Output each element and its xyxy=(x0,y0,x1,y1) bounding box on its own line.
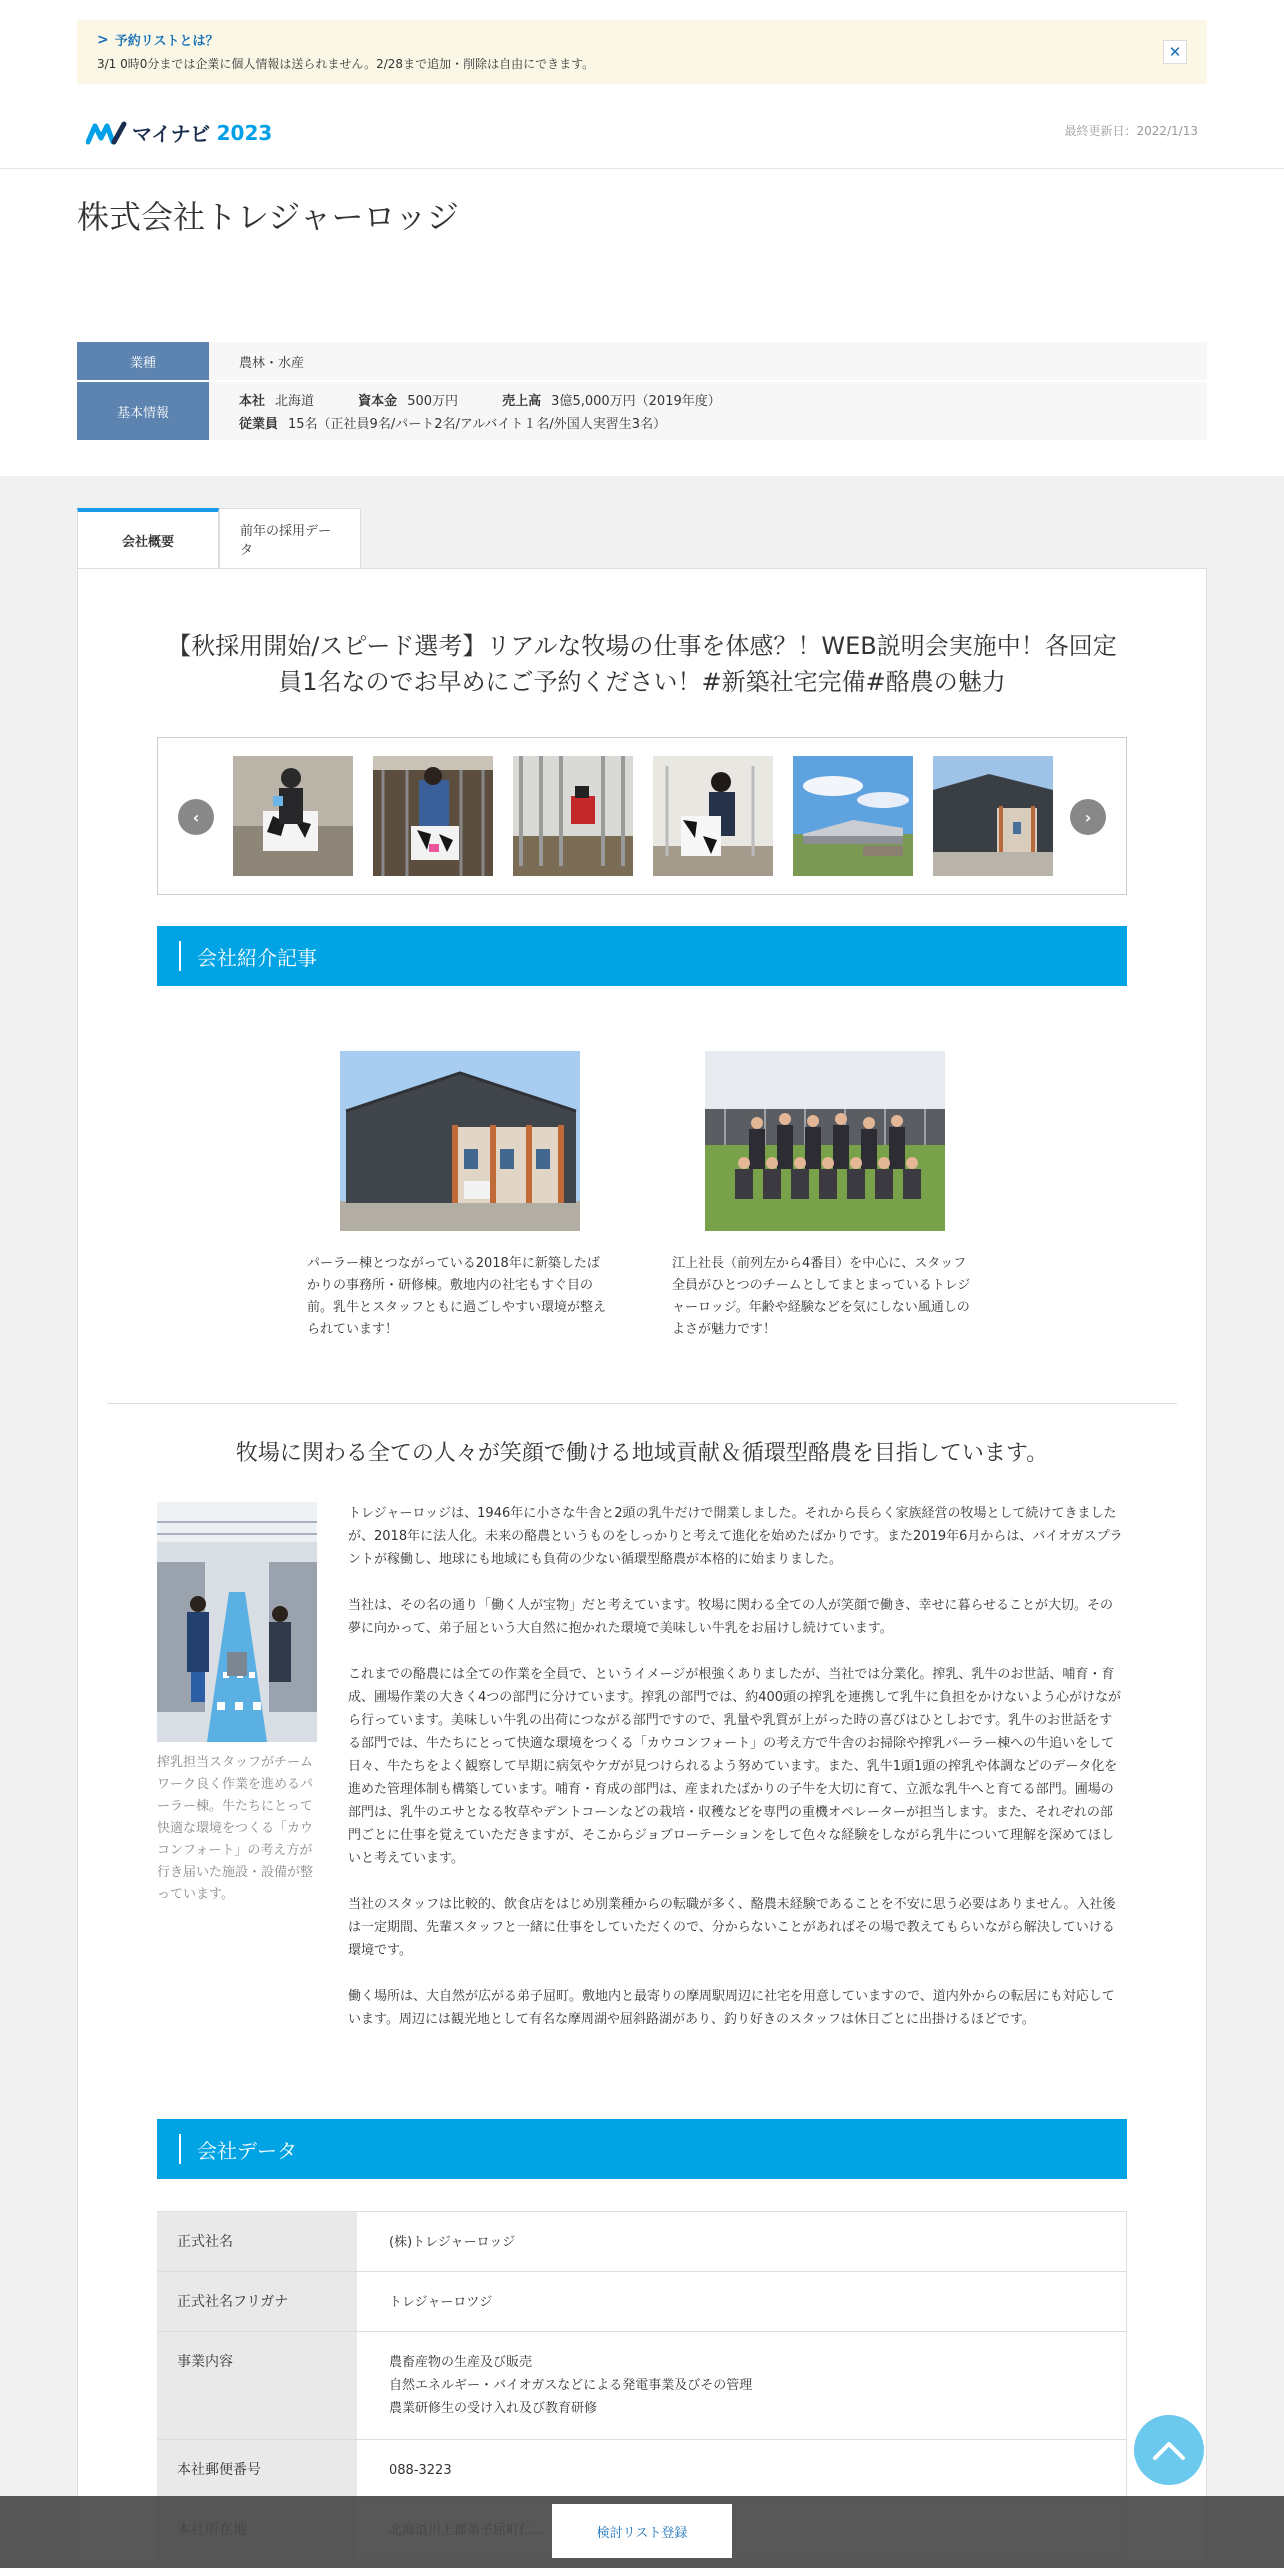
industry-label: 業種 xyxy=(77,342,209,380)
hq-key: 本社 xyxy=(239,394,266,409)
header-divider xyxy=(0,168,1284,169)
tab-previous-recruiting-data[interactable]: 前年の採用データ xyxy=(219,508,361,568)
data-key: 事業内容 xyxy=(157,2332,357,2439)
side-photo-parlor xyxy=(157,1502,317,1742)
employees-item xyxy=(239,413,666,432)
page-top-button[interactable] xyxy=(1134,2415,1204,2485)
notice-title-link[interactable] xyxy=(97,30,1187,49)
section-divider xyxy=(107,1403,1177,1404)
chevron-up-icon xyxy=(1151,2438,1187,2462)
gallery-next-button[interactable]: › xyxy=(1070,799,1106,835)
hq-item xyxy=(239,390,314,409)
section-heading-articles: 会社紹介記事 xyxy=(157,926,1127,986)
employees-value: 15名（正社員9名/パート2名/アルバイト１名/外国人実習生3名） xyxy=(288,417,667,432)
data-key: 正式社名フリガナ xyxy=(157,2272,357,2331)
gallery-thumb-2[interactable] xyxy=(373,756,493,876)
logo-mark-icon xyxy=(86,120,128,146)
info-line-1 xyxy=(239,390,1177,409)
gallery-prev-button[interactable]: ‹ xyxy=(178,799,214,835)
article-caption-1: パーラー棟とつながっている2018年に新築したばかりの事務所・研修棟。敷地内の社宅もすぐ目の前。乳牛とスタッフともに過ごしやすい環境が整えられています！ xyxy=(307,1256,607,1337)
capital-key: 資本金 xyxy=(358,394,398,409)
logo-text: マイナビ xyxy=(132,122,210,146)
company-introduction-text xyxy=(348,1502,1124,2031)
data-value: トレジャーロツジ xyxy=(357,2272,1127,2331)
basic-info-table xyxy=(77,342,1207,440)
info-value xyxy=(209,382,1207,440)
industry-text: 農林・水産 xyxy=(239,355,305,371)
table-row xyxy=(157,2212,1127,2272)
photo-gallery xyxy=(157,737,1127,895)
employees-key: 従業員 xyxy=(239,417,279,432)
gallery-thumb-4[interactable] xyxy=(653,756,773,876)
industry-value xyxy=(209,342,1207,380)
notice-text: 3/1 0時0分までは企業に個人情報は送られません。2/28まで追加・削除は自由にできます。 xyxy=(97,57,595,71)
close-icon[interactable]: ✕ xyxy=(1163,40,1187,64)
intro-paragraph-4: 当社のスタッフは比較的、飲食店をはじめ別業種からの転職が多く、酪農未経験であることを不安に思う必要はありません。入社後は一定期間、先輩スタッフと一緒に仕事をしていただくので、分からないことがあればその場で教えてもらいながら解決していける環境です。 xyxy=(348,1897,1116,1958)
company-name: 株式会社トレジャーロッジ xyxy=(77,198,459,236)
industry-row xyxy=(77,342,1207,380)
sales-key: 売上高 xyxy=(502,394,542,409)
data-value: 農畜産物の生産及び販売 自然エネルギー・バイオガスなどによる発電事業及びその管理 農業研修生の受け入れ及び教育研修 xyxy=(357,2332,1127,2439)
side-photo-caption: 搾乳担当スタッフがチームワーク良く作業を進めるパーラー棟。牛たちにとって快適な環境をつくる「カウコンフォート」の考え方が行き届いた施設・設備が整っています。 xyxy=(157,1755,314,1902)
intro-paragraph-2: 当社は、その名の通り「働く人が宝物」だと考えています。牧場に関わる全ての人が笑顔で働き、幸せに暮らせることが大切。その夢に向かって、弟子屈という大自然に抱かれた環境で美味しい牛乳をお届けし続けています。 xyxy=(348,1598,1114,1636)
intro-paragraph-3: これまでの酪農には全ての作業を全員で、というイメージが根強くありましたが、当社では分業化。搾乳、乳牛のお世話、哺育・育成、圃場作業の大きく4つの部門に分けています。搾乳の部門では、約400頭の搾乳を連携して乳牛に負担をかけないよう心がけながら行っています。美味しい牛乳の出荷につながる部門ですので、乳量や乳質が上がった時の喜びはひとしおです。乳牛のお世話をする部門では、牛たちにとって快適な環境をつくる「カウコンフォート」の考え方で牛舎のお掃除や搾乳パーラー棟への牛追いをして日々、牛たちをよく観察して早期に病気やケガが見つけられるよう努めています。また、乳牛1頭1頭の搾乳や体調などのデータ化を進めた管理体制も構築しています。哺育・育成の部門は、産まれたばかりの子牛を大切に育て、立派な乳牛へと育てる部門。圃場の部門は、乳牛のエサとなる牧草やデントコーンなどの栽培・収穫などを専門の重機オペレーターが担当します。また、それぞれの部門ごとに仕事を覚えていただきますが、そこからジョブローテーションをして色々な経験をしながら乳牛について理解を深めてほしいと考えています。 xyxy=(348,1667,1122,1866)
data-value: 088-3223 xyxy=(357,2440,1127,2499)
logo-year: 2023 xyxy=(216,120,273,145)
article-card-2 xyxy=(672,1051,972,1341)
table-row xyxy=(157,2332,1127,2440)
capital-item xyxy=(358,390,458,409)
gallery-thumb-1[interactable] xyxy=(233,756,353,876)
catch-copy: 【秋採用開始/スピード選考】リアルな牧場の仕事を体感？！WEB説明会実施中！各回定員1名なのでお早めにご予約ください！#新築社宅完備#酪農の魅力 xyxy=(167,632,1117,696)
info-label: 基本情報 xyxy=(77,382,209,440)
table-row xyxy=(157,2440,1127,2500)
reservation-notice xyxy=(77,20,1207,84)
article-caption-2: 江上社長（前列左から4番目）を中心に、スタッフ全員がひとつのチームとしてまとまっているトレジャーロッジ。年齢や経験などを気にしない風通しのよさが魅力です！ xyxy=(672,1256,971,1337)
data-key: 正式社名 xyxy=(157,2212,357,2271)
capital-value: 500万円 xyxy=(407,394,459,409)
chevron-right-icon: > xyxy=(97,31,109,48)
last-updated: 最終更新日：2022/1/13 xyxy=(1064,124,1198,138)
article-card-1 xyxy=(307,1051,607,1341)
gallery-thumb-3[interactable] xyxy=(513,756,633,876)
data-value: (株)トレジャーロッジ xyxy=(357,2212,1127,2271)
gallery-thumb-5[interactable] xyxy=(793,756,913,876)
notice-title-text[interactable]: 予約リストとは？ xyxy=(114,34,219,49)
add-to-consideration-list-button[interactable]: 検討リスト登録 xyxy=(552,2504,732,2558)
mynavi-logo[interactable] xyxy=(86,118,272,147)
table-row xyxy=(157,2272,1127,2332)
sub-catch-copy: 牧場に関わる全ての人々が笑顔で働ける地域貢献＆循環型酪農を目指しています。 xyxy=(235,1441,1049,1466)
tab-bar xyxy=(77,508,361,568)
intro-paragraph-1: トレジャーロッジは、1946年に小さな牛舎と2頭の乳牛だけで開業しました。それから長らく家族経営の牧場として続けてきましたが、2018年に法人化。未来の酪農というものをしっかりと考えて進化を始めたばかりです。また2019年6月からは、バイオガスプラントが稼働し、地球にも地域にも負荷の少ない循環型酪農が本格的に始まりました。 xyxy=(348,1506,1123,1567)
article-photo-office xyxy=(340,1051,580,1231)
info-row xyxy=(77,382,1207,440)
sales-value: 3億5,000万円（2019年度） xyxy=(551,394,721,409)
gallery-thumb-6[interactable] xyxy=(933,756,1053,876)
info-line-2 xyxy=(239,413,1177,432)
sales-item xyxy=(502,390,721,409)
intro-paragraph-5: 働く場所は、大自然が広がる弟子屈町。敷地内と最寄りの摩周駅周辺に社宅を用意していますので、道内外からの転居にも対応しています。周辺には観光地として有名な摩周湖や屈斜路湖があり、釣り好きのスタッフは休日ごとに出掛けるほどです。 xyxy=(348,1989,1115,2027)
article-photo-staff xyxy=(705,1051,945,1231)
section-heading-company-data: 会社データ xyxy=(157,2119,1127,2179)
data-key: 本社郵便番号 xyxy=(157,2440,357,2499)
hq-value: 北海道 xyxy=(275,394,315,409)
tab-company-overview[interactable]: 会社概要 xyxy=(77,508,219,568)
